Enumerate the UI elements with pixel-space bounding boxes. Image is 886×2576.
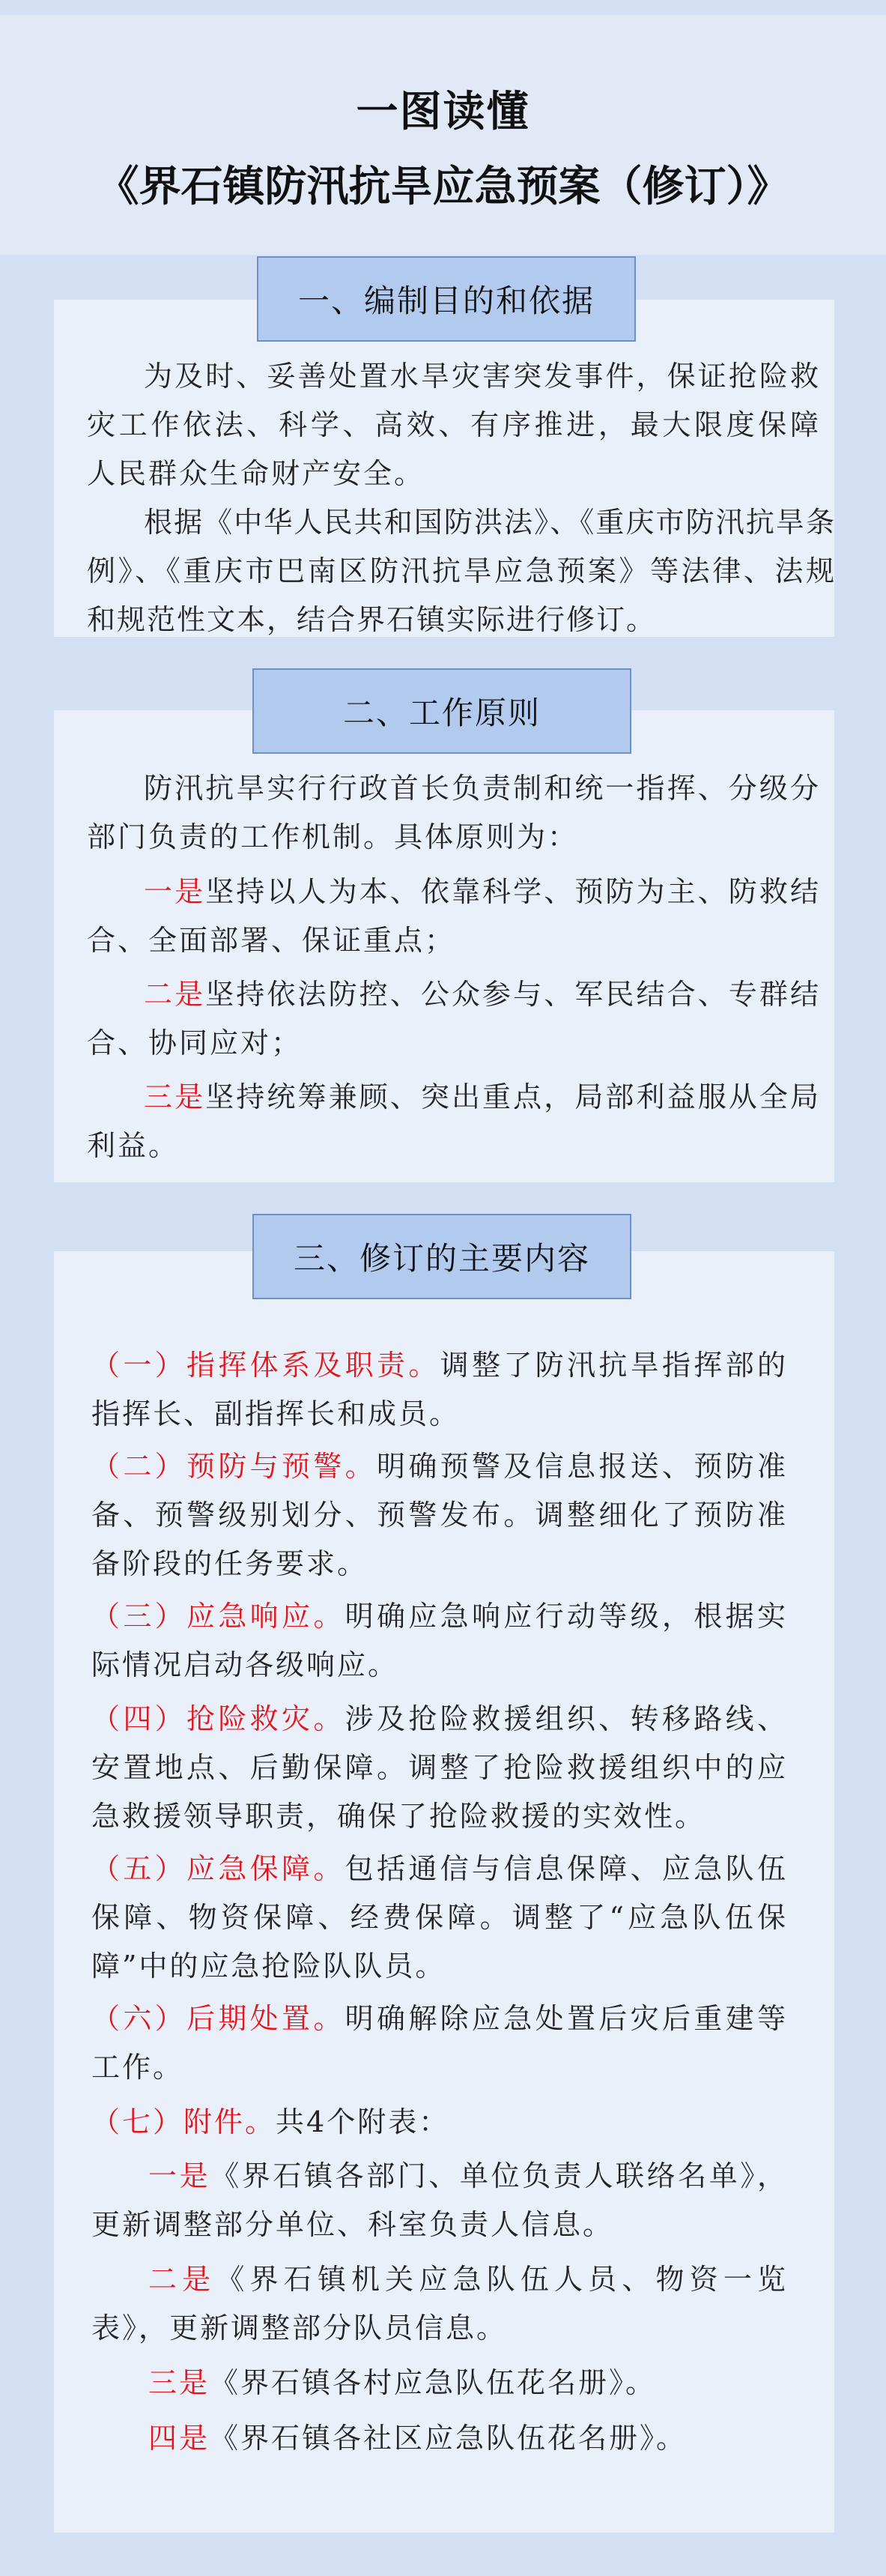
section1-para2: 根据《中华人民共和国防洪法》、《重庆市防汛抗旱条例》、《重庆市巴南区防汛抗旱应急预案》等法律、法规和规范性文本，结合界石镇实际进行修订。 xyxy=(87,506,836,636)
page-title: 一图读懂 xyxy=(356,87,530,136)
attachment-text: 《界石镇各社区应急队伍花名册》。 xyxy=(210,2422,688,2455)
item-label: 二是 xyxy=(144,978,206,1011)
attachment-4 xyxy=(91,2414,788,2463)
item-label: （四）抢险救灾。 xyxy=(91,1702,345,1735)
section3-item-7 xyxy=(91,2098,788,2147)
attachment-2 xyxy=(91,2255,788,2353)
section2-title: 二、工作原则 xyxy=(252,668,631,754)
attachment-label: 四是 xyxy=(148,2422,210,2455)
section1-title: 一、编制目的和依据 xyxy=(257,256,636,342)
item-label: （一）指挥体系及职责。 xyxy=(91,1349,440,1382)
item-label: 一是 xyxy=(144,875,206,908)
section3-title: 三、修订的主要内容 xyxy=(252,1214,631,1299)
item-text: 明确预警及信息报送、预防准备、预警级别划分、预警发布。调整细化了预防准备阶段的任务要求。 xyxy=(91,1450,788,1580)
section3-item-5 xyxy=(91,1845,788,1991)
item-label: （七）附件。 xyxy=(91,2105,276,2138)
item-label: （二）预防与预警。 xyxy=(91,1450,377,1483)
section2-item-1 xyxy=(87,868,821,965)
attachment-text: 《界石镇各部门、单位负责人联络名单》，更新调整部分单位、科室负责人信息。 xyxy=(91,2159,788,2241)
item-text: 包括通信与信息保障、应急队伍保障、物资保障、经费保障。调整了“应急队伍保障”中的应急抢险队队员。 xyxy=(91,1852,788,1983)
section2-item-2 xyxy=(87,970,821,1068)
section3-item-6 xyxy=(91,1995,788,2092)
attachment-text: 《界石镇机关应急队伍人员、物资一览表》，更新调整部分队员信息。 xyxy=(91,2263,788,2344)
item-label: （五）应急保障。 xyxy=(91,1852,345,1885)
attachment-3 xyxy=(91,2359,788,2407)
attachment-label: 三是 xyxy=(148,2366,210,2399)
item-label: 三是 xyxy=(144,1080,206,1113)
section2-intro: 防汛抗旱实行行政首长负责制和统一指挥、分级分部门负责的工作机制。具体原则为： xyxy=(87,772,821,853)
attachment-1 xyxy=(91,2152,788,2249)
page-header xyxy=(0,15,886,255)
page-subtitle: 《界石镇防汛抗旱应急预案（修订）》 xyxy=(97,162,789,211)
attachment-text: 《界石镇各村应急队伍花名册》。 xyxy=(210,2366,657,2399)
attachment-label: 一是 xyxy=(148,2159,211,2192)
item-text: 共4个附表： xyxy=(276,2105,450,2138)
item-label: （六）后期处置。 xyxy=(91,2002,345,2035)
item-text: 坚持统筹兼顾、突出重点，局部利益服从全局利益。 xyxy=(87,1080,821,1162)
section3-item-1 xyxy=(91,1341,788,1439)
section3-item-2 xyxy=(91,1442,788,1588)
attachment-label: 二是 xyxy=(148,2263,216,2296)
section1-para1: 为及时、妥善处置水旱灾害突发事件，保证抢险救灾工作依法、科学、高效、有序推进，最大限度保障人民群众生命财产安全。 xyxy=(87,360,821,490)
item-text: 调整了防汛抗旱指挥部的指挥长、副指挥长和成员。 xyxy=(91,1349,788,1430)
section3-item-3 xyxy=(91,1592,788,1690)
item-text: 明确解除应急处置后灾后重建等工作。 xyxy=(91,2002,788,2084)
item-text: 明确应急响应行动等级，根据实际情况启动各级响应。 xyxy=(91,1600,788,1681)
item-label: （三）应急响应。 xyxy=(91,1600,345,1633)
section3-item-4 xyxy=(91,1695,788,1841)
section2-item-3 xyxy=(87,1073,821,1170)
item-text: 坚持依法防控、公众参与、军民结合、专群结合、协同应对； xyxy=(87,978,821,1059)
item-text: 坚持以人为本、依靠科学、预防为主、防救结合、全面部署、保证重点； xyxy=(87,875,821,957)
item-text: 涉及抢险救援组织、转移路线、安置地点、后勤保障。调整了抢险救援组织中的应急救援领导职责，确保了抢险救援的实效性。 xyxy=(91,1702,788,1833)
